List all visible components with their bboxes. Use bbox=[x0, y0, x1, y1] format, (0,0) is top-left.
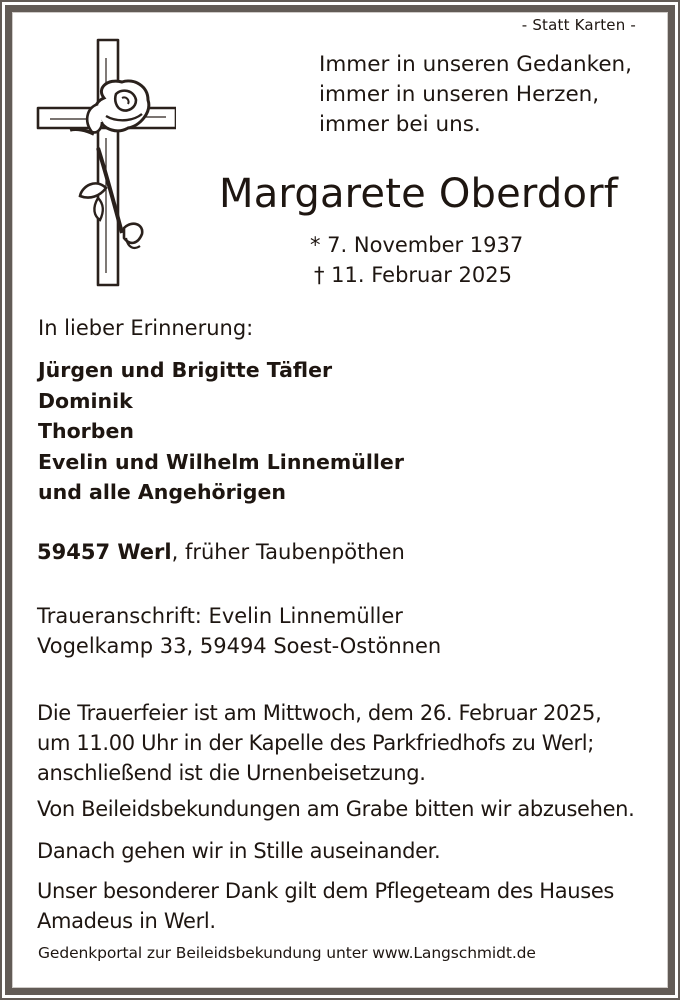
residence-former: , früher Taubenpöthen bbox=[171, 540, 405, 564]
motto-line: immer bei uns. bbox=[319, 112, 481, 137]
motto-line: immer in unseren Herzen, bbox=[319, 82, 600, 107]
ceremony-line: um 11.00 Uhr in der Kapelle des Parkfriedhofs zu Werl; bbox=[37, 731, 595, 755]
silence-note bbox=[37, 836, 440, 866]
mourner-name: Jürgen und Brigitte Täfler bbox=[38, 358, 333, 382]
motto-line: Immer in unseren Gedanken, bbox=[319, 52, 633, 77]
condolence-note-text: Von Beileidsbekundungen am Grabe bitten wir abzusehen. bbox=[37, 797, 635, 821]
residence-city: 59457 Werl bbox=[37, 540, 172, 564]
silence-note-text: Danach gehen wir in Stille auseinander. bbox=[37, 839, 441, 863]
memorial-portal-note: Gedenkportal zur Beileidsbekundung unter www.Langschmidt.de bbox=[38, 944, 536, 962]
mourner-name: Evelin und Wilhelm Linnemüller bbox=[38, 449, 404, 474]
thanks-line: Amadeus in Werl. bbox=[37, 909, 216, 933]
thanks-note bbox=[37, 876, 614, 936]
residence-location bbox=[37, 540, 405, 564]
deceased-name: Margarete Oberdorf bbox=[219, 171, 619, 217]
death-date: † 11. Februar 2025 bbox=[314, 263, 512, 287]
birth-date: * 7. November 1937 bbox=[310, 233, 524, 257]
funeral-ceremony-info bbox=[37, 698, 601, 788]
mourner-name: Dominik bbox=[38, 388, 133, 413]
mourning-address bbox=[37, 601, 441, 661]
cross-with-rose-icon bbox=[36, 38, 176, 288]
memorial-motto bbox=[319, 50, 632, 140]
statt-karten-label: - Statt Karten - bbox=[521, 16, 636, 34]
life-dates bbox=[310, 230, 523, 290]
mourners-list bbox=[38, 355, 404, 508]
thanks-line: Unser besonderer Dank gilt dem Pflegeteam des Hauses bbox=[37, 879, 614, 903]
mourner-name: und alle Angehörigen bbox=[38, 480, 286, 504]
ceremony-line: anschließend ist die Urnenbeisetzung. bbox=[37, 761, 426, 785]
memory-label: In lieber Erinnerung: bbox=[38, 316, 254, 340]
mourning-address-line: Traueranschrift: Evelin Linnemüller bbox=[37, 604, 403, 628]
ceremony-line: Die Trauerfeier ist am Mittwoch, dem 26. Februar 2025, bbox=[37, 701, 602, 725]
mourning-address-line: Vogelkamp 33, 59494 Soest-Ostönnen bbox=[37, 634, 442, 658]
condolence-note bbox=[37, 794, 634, 824]
mourner-name: Thorben bbox=[38, 419, 134, 443]
